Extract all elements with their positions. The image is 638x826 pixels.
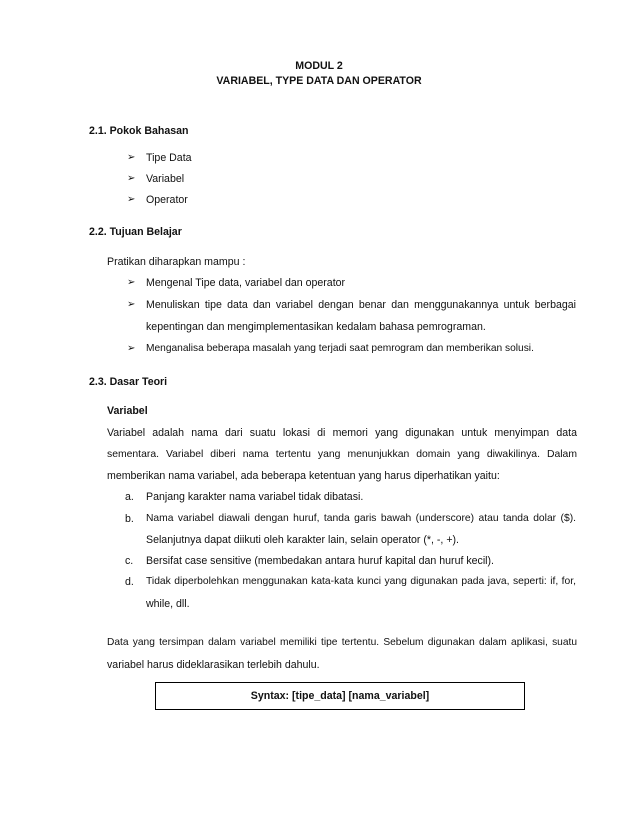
section-heading-tujuan-belajar: 2.2. Tujuan Belajar <box>89 226 182 238</box>
arrow-bullet-icon: ➢ <box>127 194 136 205</box>
section-heading-dasar-teori: 2.3. Dasar Teori <box>89 376 168 388</box>
rule-marker: b. <box>125 513 134 525</box>
paragraph-line: Data yang tersimpan dalam variabel memiliki tipe tertentu. Sebelum digunakan dalam aplikasi, suatu <box>107 637 577 648</box>
section-heading-pokok-bahasan: 2.1. Pokok Bahasan <box>89 125 189 137</box>
paragraph-line: memberikan nama variabel, ada beberapa ketentuan yang harus diperhatikan yaitu: <box>107 470 500 482</box>
rule-text-continuation: while, dll. <box>146 598 190 610</box>
rule-text-continuation: Selanjutnya dapat diikuti oleh karakter lain, selain operator (*, -, +). <box>146 534 459 546</box>
rule-marker: d. <box>125 576 134 588</box>
list-item: Variabel <box>146 173 185 185</box>
rule-text: Tidak diperbolehkan menggunakan kata-kata kunci yang digunakan pada java, seperti: if, for, <box>146 576 576 587</box>
arrow-bullet-icon: ➢ <box>127 277 136 288</box>
arrow-bullet-icon: ➢ <box>127 343 136 354</box>
rule-text: Bersifat case sensitive (membedakan antara huruf kapital dan huruf kecil). <box>146 555 495 567</box>
rule-marker: c. <box>125 555 134 567</box>
arrow-bullet-icon: ➢ <box>127 173 136 184</box>
page-title-line2: VARIABEL, TYPE DATA DAN OPERATOR <box>216 75 422 87</box>
subheading-variabel: Variabel <box>107 405 148 417</box>
paragraph-line: Variabel adalah nama dari suatu lokasi di memori yang digunakan untuk menyimpan data <box>107 427 577 439</box>
paragraph-line: sementara. Variabel diberi nama tertentu yang menunjukkan domain yang diwakilinya. Dalam <box>107 449 577 460</box>
arrow-bullet-icon: ➢ <box>127 299 136 310</box>
rule-text: Panjang karakter nama variabel tidak dibatasi. <box>146 491 364 503</box>
list-item: Operator <box>146 194 188 206</box>
syntax-text: Syntax: [tipe_data] [nama_variabel] <box>250 690 430 702</box>
arrow-bullet-icon: ➢ <box>127 152 136 163</box>
list-item-continuation: kepentingan dan mengimplementasikan kedalam bahasa pemrograman. <box>146 321 486 333</box>
list-item: Menuliskan tipe data dan variabel dengan benar dan menggunakannya untuk berbagai <box>146 299 576 311</box>
page-title-line1: MODUL 2 <box>295 60 343 72</box>
paragraph-line: variabel harus dideklarasikan terlebih dahulu. <box>107 659 320 671</box>
list-item: Menganalisa beberapa masalah yang terjadi saat pemrogram dan memberikan solusi. <box>146 343 534 354</box>
list-item: Tipe Data <box>146 152 192 164</box>
rule-marker: a. <box>125 491 134 503</box>
intro-text: Pratikan diharapkan mampu : <box>107 256 246 268</box>
list-item: Mengenal Tipe data, variabel dan operator <box>146 277 346 289</box>
rule-text: Nama variabel diawali dengan huruf, tanda garis bawah (underscore) atau tanda dolar ($). <box>146 513 576 524</box>
syntax-box <box>155 682 525 710</box>
